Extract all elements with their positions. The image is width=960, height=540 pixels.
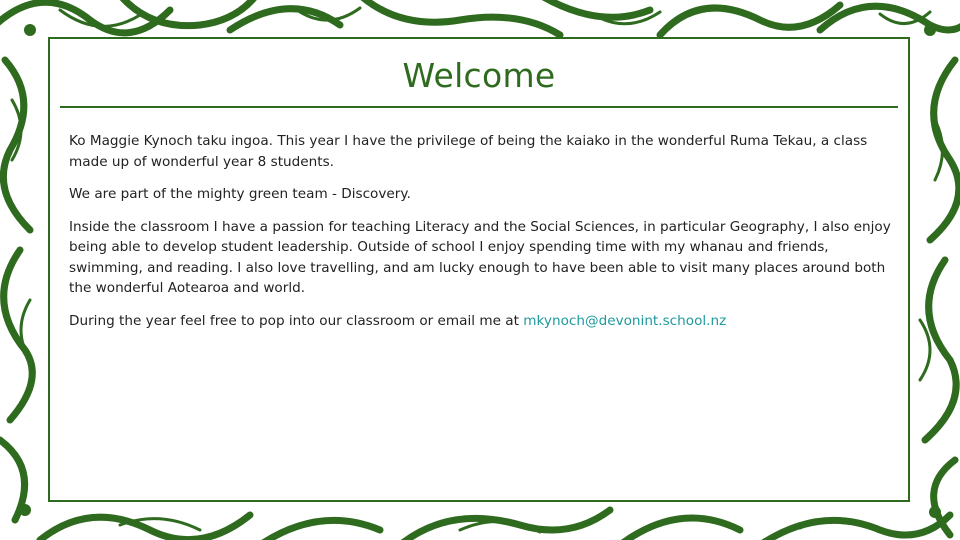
team-paragraph: We are part of the mighty green team - Discovery. — [69, 186, 411, 202]
page-title: Welcome — [402, 56, 556, 95]
title-divider — [60, 106, 898, 108]
welcome-body — [69, 131, 894, 343]
email-link[interactable]: mkynoch@devonint.school.nz — [523, 312, 727, 329]
contact-paragraph — [69, 311, 894, 332]
contact-text: During the year feel free to pop into our classroom or email me at — [69, 312, 524, 329]
interests-paragraph: Inside the classroom I have a passion for teaching Literacy and the Social Sciences, in particular Geography, I also enjoy being able to develop student leadership. Outside of school I enjoy spending time with my whanau and friends, swimming, and reading. I also love travelling, and am lucky enough to have been able to visit many places around both the wonderful Aotearoa and world. — [69, 218, 891, 296]
intro-paragraph: Ko Maggie Kynoch taku ingoa. This year I have the privilege of being the kaiako in the wonderful Ruma Tekau, a class made up of wonderful year 8 students. — [69, 133, 868, 170]
welcome-card — [48, 37, 910, 502]
